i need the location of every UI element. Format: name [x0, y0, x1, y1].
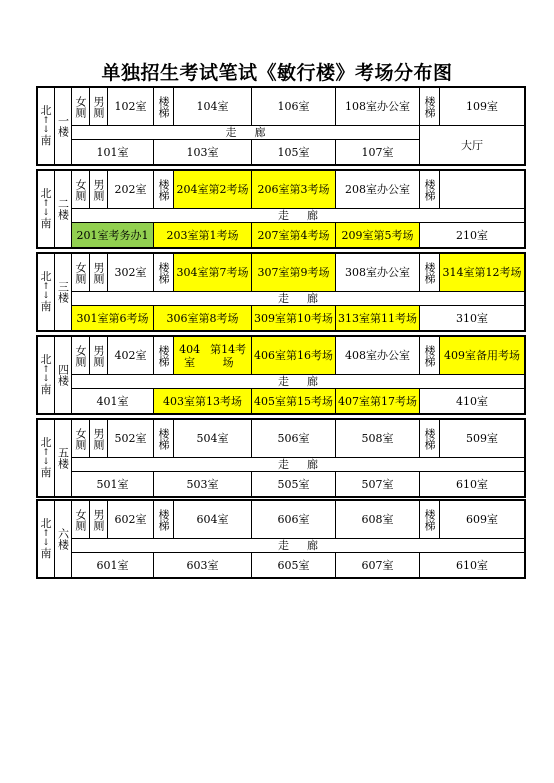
floor-label: 五楼	[55, 420, 72, 496]
room-north-1: 102室	[108, 88, 154, 126]
room-south-3: 505室	[252, 472, 336, 496]
room-north-1: 202室	[108, 171, 154, 209]
direction-indicator	[38, 337, 55, 413]
men-toilet: 男厕	[90, 171, 108, 209]
south-label: 南	[40, 134, 52, 147]
south-label: 南	[40, 547, 52, 560]
south-label: 南	[40, 300, 52, 313]
south-label: 南	[40, 383, 52, 396]
room-south-1: 101室	[72, 140, 154, 164]
room-south-2: 403室 第13考场	[154, 389, 252, 413]
corridor: 走廊	[72, 126, 420, 140]
room-north-2: 404室 第14考场	[174, 337, 252, 375]
north-label: 北	[40, 353, 52, 366]
stairs-1: 楼梯	[154, 88, 174, 126]
room-south-4: 107室	[336, 140, 420, 164]
room-north-3: 307室 第9考场	[252, 254, 336, 292]
room-north-3: 506室	[252, 420, 336, 458]
room-north-5	[440, 171, 524, 209]
room-north-2: 204室 第2考场	[174, 171, 252, 209]
women-toilet: 女厕	[72, 337, 90, 375]
room-south-3: 105室	[252, 140, 336, 164]
room-north-2: 504室	[174, 420, 252, 458]
stairs-2: 楼梯	[420, 171, 440, 209]
room-south-1: 201室 考务办1	[72, 223, 154, 247]
arrow-up-icon: ↑ ↓	[42, 116, 50, 135]
room-north-3: 106室	[252, 88, 336, 126]
room-south-1: 301室 第6考场	[72, 306, 154, 330]
room-south-3: 309室 第10考场	[252, 306, 336, 330]
stairs-1: 楼梯	[154, 171, 174, 209]
room-south-5: 大厅	[461, 138, 483, 152]
room-south-5: 610室	[456, 558, 488, 572]
direction-indicator	[38, 88, 55, 164]
floor-6	[36, 499, 526, 579]
men-toilet: 男厕	[90, 501, 108, 539]
women-toilet: 女厕	[72, 501, 90, 539]
room-north-1: 502室	[108, 420, 154, 458]
room-north-5: 109室	[440, 88, 524, 126]
south-label: 南	[40, 217, 52, 230]
room-north-4: 308室 办公室	[336, 254, 420, 292]
women-toilet: 女厕	[72, 420, 90, 458]
page-title: 单独招生考试笔试《敏行楼》考场分布图	[101, 62, 453, 84]
floor-5	[36, 418, 526, 498]
corridor: 走廊	[72, 539, 524, 553]
direction-indicator	[38, 171, 55, 247]
room-south-4: 407室 第17考场	[336, 389, 420, 413]
room-south-1: 601室	[72, 553, 154, 577]
women-toilet: 女厕	[72, 171, 90, 209]
direction-indicator	[38, 420, 55, 496]
room-north-5: 409室 备用考场	[440, 337, 524, 375]
room-north-4: 508室	[336, 420, 420, 458]
north-label: 北	[40, 270, 52, 283]
floor-label: 六楼	[55, 501, 72, 577]
room-north-3: 606室	[252, 501, 336, 539]
room-south-4: 607室	[336, 553, 420, 577]
north-label: 北	[40, 187, 52, 200]
men-toilet: 男厕	[90, 254, 108, 292]
floor-label: 四楼	[55, 337, 72, 413]
room-south-5: 410室	[456, 394, 488, 408]
stairs-2: 楼梯	[420, 420, 440, 458]
stairs-1: 楼梯	[154, 501, 174, 539]
direction-indicator	[38, 501, 55, 577]
floor-label: 三楼	[55, 254, 72, 330]
floor-label: 一楼	[55, 88, 72, 164]
room-north-4: 408室 办公室	[336, 337, 420, 375]
room-south-1: 401室	[72, 389, 154, 413]
room-north-5: 314室 第12考场	[440, 254, 524, 292]
room-south-3: 605室	[252, 553, 336, 577]
room-south-2: 603室	[154, 553, 252, 577]
arrow-up-icon: ↑ ↓	[42, 365, 50, 384]
floor-label: 二楼	[55, 171, 72, 247]
arrow-up-icon: ↑ ↓	[42, 529, 50, 548]
north-label: 北	[40, 517, 52, 530]
room-south-4: 209室 第5考场	[336, 223, 420, 247]
room-north-4: 208室 办公室	[336, 171, 420, 209]
room-south-4: 507室	[336, 472, 420, 496]
arrow-up-icon: ↑ ↓	[42, 199, 50, 218]
room-north-1: 402室	[108, 337, 154, 375]
room-south-5: 310室	[456, 311, 488, 325]
room-north-1: 302室	[108, 254, 154, 292]
room-south-2: 103室	[154, 140, 252, 164]
room-north-5: 509室	[440, 420, 524, 458]
room-south-5: 210室	[456, 228, 488, 242]
stairs-1: 楼梯	[154, 254, 174, 292]
stairs-1: 楼梯	[154, 420, 174, 458]
room-north-5: 609室	[440, 501, 524, 539]
women-toilet: 女厕	[72, 88, 90, 126]
room-north-3: 406室 第16考场	[252, 337, 336, 375]
room-north-4: 608室	[336, 501, 420, 539]
stairs-2: 楼梯	[420, 501, 440, 539]
men-toilet: 男厕	[90, 420, 108, 458]
north-label: 北	[40, 104, 52, 117]
room-north-4: 108室 办公室	[336, 88, 420, 126]
men-toilet: 男厕	[90, 88, 108, 126]
room-south-1: 501室	[72, 472, 154, 496]
room-north-2: 104室	[174, 88, 252, 126]
room-north-2: 604室	[174, 501, 252, 539]
stairs-1: 楼梯	[154, 337, 174, 375]
room-south-2: 306室 第8考场	[154, 306, 252, 330]
room-south-5: 610室	[456, 477, 488, 491]
floor-2	[36, 169, 526, 249]
floor-4	[36, 335, 526, 415]
room-north-2: 304室 第7考场	[174, 254, 252, 292]
room-south-3: 207室 第4考场	[252, 223, 336, 247]
corridor: 走廊	[72, 292, 524, 306]
women-toilet: 女厕	[72, 254, 90, 292]
arrow-up-icon: ↑ ↓	[42, 448, 50, 467]
floor-3	[36, 252, 526, 332]
room-south-4: 313室 第11考场	[336, 306, 420, 330]
room-south-2: 503室	[154, 472, 252, 496]
stairs-2: 楼梯	[420, 88, 440, 126]
floor-1	[36, 86, 526, 166]
stairs-2: 楼梯	[420, 337, 440, 375]
room-north-1: 602室	[108, 501, 154, 539]
arrow-up-icon: ↑ ↓	[42, 282, 50, 301]
corridor: 走廊	[72, 458, 524, 472]
room-north-3: 206室 第3考场	[252, 171, 336, 209]
stairs-2: 楼梯	[420, 254, 440, 292]
room-south-3: 405室 第15考场	[252, 389, 336, 413]
south-label: 南	[40, 466, 52, 479]
north-label: 北	[40, 436, 52, 449]
direction-indicator	[38, 254, 55, 330]
corridor: 走廊	[72, 375, 524, 389]
men-toilet: 男厕	[90, 337, 108, 375]
room-south-2: 203室 第1考场	[154, 223, 252, 247]
corridor: 走廊	[72, 209, 524, 223]
